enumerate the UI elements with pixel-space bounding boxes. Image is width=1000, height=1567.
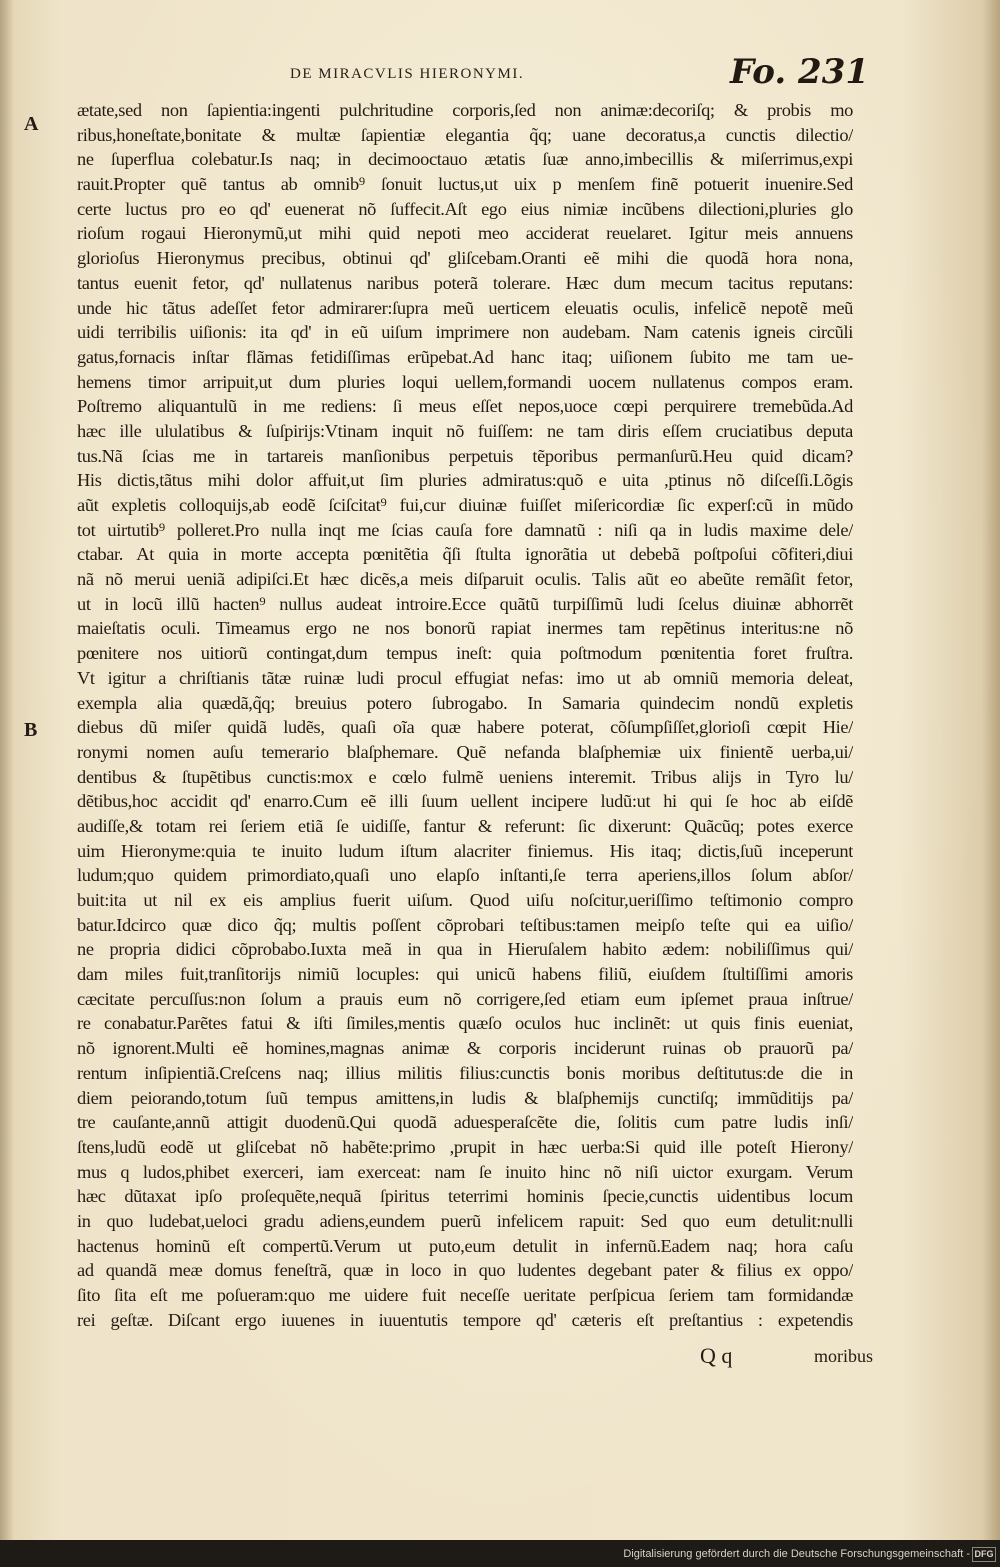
text-line: in quo ludebat,ueloci gradu adiens,eundem puerũ infelicem rapuit: Sed quo eum detulit:nulli xyxy=(77,1210,853,1231)
text-line: ſito ſita eſt me poſueram:quo me uidere fuit neceſſe ueritate perſpicua ſeriem tam formidandæ xyxy=(77,1285,853,1305)
text-line: maieſtatis oculi. Timeamus ergo ne nos bonorũ rapiat inermes tam repẽtinus interitus:ne nõ xyxy=(77,618,853,639)
text-line: His dictis,tãtus mihi dolor affuit,ut ſim pluries admiratus:quõ e uita ,ptinus nõ diſceſſi.Lõgis xyxy=(77,470,853,491)
text-line: hæc ille ululatibus & ſuſpirijs:Vtinam inquit nõ fuiſſem: ne tam diris eſſem cruciatibus deputa xyxy=(77,420,853,441)
marginal-marker-b: B xyxy=(24,719,38,741)
text-line: ad quandã meæ domus feneſtrã, quæ in loco in quo ludentes degebant pater & filius ex oppo/ xyxy=(77,1260,853,1281)
text-line: ut in locũ illũ hacten⁹ nullus audeat introire.Ecce quãtũ turpiſſimũ ludi ſcelus diuinæ abhorrẽt xyxy=(77,593,853,614)
text-line: mus q ludos,phibet exerceri, iam exerceat: nam ſe inuito hinc nõ niſi uictor exurgam. Verum xyxy=(77,1161,853,1182)
text-line: tre cauſante,annũ attigit duodenũ.Qui quodã aduesperaſcẽte die, ſolitis cum patre ludis inſi/ xyxy=(77,1112,853,1133)
text-line: ctabar. At quia in morte accepta pœnitẽtia q̃ſi ſtulta ignorãtia ut debebã poſtpoſui cõfiteri,diui xyxy=(77,544,853,565)
running-head: DE MIRACVLIS HIERONYMI. xyxy=(290,66,525,82)
text-line: uidi terribilis uiſionis: ita qd' in eũ uiſum imprimere non audebam. Nam catenis igneis circũli xyxy=(77,322,853,343)
text-line: glorioſus Hieronymus precibus, obtinui qd' gliſcebam.Oranti eẽ mihi die quodã hora nona, xyxy=(77,248,853,269)
dfg-logo-icon: DFG xyxy=(972,1547,996,1562)
text-line: ronymi nomen auſu temerario blaſphemare. Quẽ nefanda blaſphemiæ uix finientẽ uerba,ui/ xyxy=(77,741,853,762)
text-line: ne ſuperflua colebatur.Is naq; in decimooctauo ætatis ſuæ anno,imbecillis & miſerrimus,expi xyxy=(77,149,853,170)
quire-signature: Q q xyxy=(700,1343,733,1368)
text-line: aũt expletis colloquijs,ab eodẽ ſciſcitat⁹ fui,cur diuinæ fuiſſet miſericordiæ ſic experſ:cũ in mũdo xyxy=(77,495,853,515)
text-line: audiſſe,& totam rei ſeriem etiã ſe uidiſſe, fantur & referunt: ſic dixerunt: Quãcũq; potes exerce xyxy=(77,815,853,836)
text-block xyxy=(77,98,853,1332)
text-line: rauit.Propter quẽ tantus ab omnib⁹ ſonuit luctus,ut uix p menſem finẽ potuerit inuenire.Sed xyxy=(77,174,853,195)
catchword-line xyxy=(700,1343,874,1369)
text-line: uim Hieronyme:quia te inuito ludum iſtum alacriter finiemus. His itaq; dictis,ſuũ inceperunt xyxy=(77,840,853,861)
text-line: hemens timor arripuit,ut dum pluries loqui uellem,formandi uocem nullatenus compos eram. xyxy=(77,371,853,392)
text-line: tus.Nã ſcias me in tartareis manſionibus perpetuis tẽporibus permanſurũ.Heu quid dicam? xyxy=(77,445,853,466)
text-line: rei geſtæ. Diſcant ergo iuuenes in iuuentutis tempore qd' cæteris eſt preſtantius : expetendis xyxy=(77,1309,853,1330)
catchword: moribus xyxy=(814,1346,874,1366)
footer-bar xyxy=(0,1540,1000,1567)
text-line: ludum;quo quidem primordiato,quaſi uno elapſo inſtanti,ſe terra aperiens,illos ſolum abſor/ xyxy=(77,865,853,886)
folio-number: Fo. 231 xyxy=(730,52,870,92)
text-line: exempla alia quædã,q̃q; breuius potero ſubrogabo. In Samaria quindecim nondũ expletis xyxy=(77,692,853,713)
text-line: Poſtremo aliquantulũ in me rediens: ſi meus eſſet nepos,uoce cœpi perquirere tremebũda.Ad xyxy=(77,396,853,417)
text-line: dẽtibus,hoc accidit qd' enarro.Cum eẽ illi ſuum uellent incipere ludũ:ut hi qui ſe hoc ab eiſdẽ xyxy=(77,791,853,812)
text-line: tantus euenit fetor, qd' nullatenus naribus poterã tolerare. Hæc dum mecum tacitus reputans: xyxy=(77,272,853,293)
text-line: ne propria didici cõprobabo.Iuxta meã in qua in Hieruſalem habito ædem: nobiliſſimus qui/ xyxy=(77,939,853,960)
text-line: re conabatur.Parẽtes fatui & iſti ſimiles,mentis quæſo oculos huc inclinẽt: ut quis finis eueniat, xyxy=(77,1013,853,1034)
text-line: cæcitate percuſſus:non ſolum a prauis eum nõ corrigere,ſed etiam eum ipſemet praua inſtrue/ xyxy=(77,988,853,1009)
page-edge xyxy=(982,0,1000,1540)
text-line: certe luctus pro eo qd' euenerat nõ ſuffecit.Aſt ego eius nimiæ incũbens dilectioni,pluries glo xyxy=(77,198,853,219)
text-line: ſtens,ludũ eodẽ ut gliſcebat nõ habẽte:primo ,prupit in hæc uerba:Si quid ille poteſt Hierony/ xyxy=(77,1136,853,1157)
text-line: diem peiorando,totum ſuũ tempus amittens,in ludis & blaſphemijs cunctiſq; immũditijs pa/ xyxy=(77,1087,853,1108)
text-line: gatus,fornacis inſtar flãmas fetidiſſimas erũpebat.Ad hanc itaq; uiſionem ſubito me tam ue- xyxy=(77,346,853,367)
text-line: nã nõ merui ueniã adipiſci.Et hæc dicẽs,a meis diſparuit oculis. Talis aũt eo abeũte remãſit fetor, xyxy=(77,569,853,590)
funding-notice: Digitalisierung gefördert durch die Deutsche Forschungsgemeinschaft - xyxy=(623,1548,970,1560)
text-line: ætate,sed non ſapientia:ingenti pulchritudine corporis,ſed non animæ:decoriſq; & probis mo xyxy=(77,100,853,120)
text-line: rioſum rogaui Hieronymũ,ut mihi quid nepoti meo acciderat reuelaret. Igitur meis annuens xyxy=(77,223,853,244)
text-line: diebus dũ miſer quidã ludẽs, quaſi oĩa quæ habere poterat, cõſumpſiſſet,glorioſi cœpit Hie/ xyxy=(77,717,853,738)
text-line: dam miles fuit,tranſitorijs nimiũ locuples: qui unicũ habens filiũ, eiuſdem ſtultiſſimi amoris xyxy=(77,964,853,985)
text-line: nõ ignorent.Multi eẽ homines,magnas animæ & corporis inciderunt ruinas ob prauorũ pa/ xyxy=(77,1038,853,1059)
text-line: rentum inſipientiã.Creſcens naq; illius militis filius:cunctis bonis moribus deſtitutus:de die in xyxy=(77,1062,853,1083)
text-line: Vt igitur a chriſtianis tãtæ ruinæ ludi procul effugiat nefas: imo ut ab omniũ memoria deleat, xyxy=(77,667,853,688)
text-line: ribus,honeſtate,bonitate & multæ ſapientiæ elegantia q̃q; uane decoratus,a cunctis dilectio/ xyxy=(77,124,853,145)
text-line: pœnitere nos uitiorũ contingat,dum tempus ineſt: quia poſtmodum pœnitentia foret fruſtra. xyxy=(77,643,853,664)
text-line: unde hic tãtus adeſſet fetor admirarer:ſupra meũ uerticem eleuatis oculis, infelicẽ nepotẽ meũ xyxy=(77,297,853,318)
gutter-shadow xyxy=(0,0,14,1540)
text-line: hæc dũtaxat ipſo proſequẽte,nequã ſpiritus teterrimi hominis ſpecie,cunctis uidentibus locum xyxy=(77,1186,853,1207)
text-line: buit:ita ut nil ex eis amplius fuerit uiſum. Quod uiſu noſcitur,ueriſſimo teſtimonio compro xyxy=(77,890,853,910)
text-line: dentibus & ſtupẽtibus cunctis:mox e cœlo fulmẽ ueniens interemit. Tribus alijs in Tyro lu/ xyxy=(77,766,853,787)
text-line: batur.Idcirco quæ dico q̃q; multis poſſent cõprobari teſtibus:tamen meipſo teſte qui ea uiſio/ xyxy=(77,914,853,935)
text-line: tot uirtutib⁹ polleret.Pro nulla inqt me ſcias cauſa fore damnatũ : niſi qa in ludis maxime dele/ xyxy=(77,519,853,540)
marginal-marker-a: A xyxy=(24,113,39,135)
text-line: hactenus hominũ eſt compertũ.Verum ut puto,eum detulit in infernũ.Eadem naq; hora caſu xyxy=(77,1235,853,1256)
